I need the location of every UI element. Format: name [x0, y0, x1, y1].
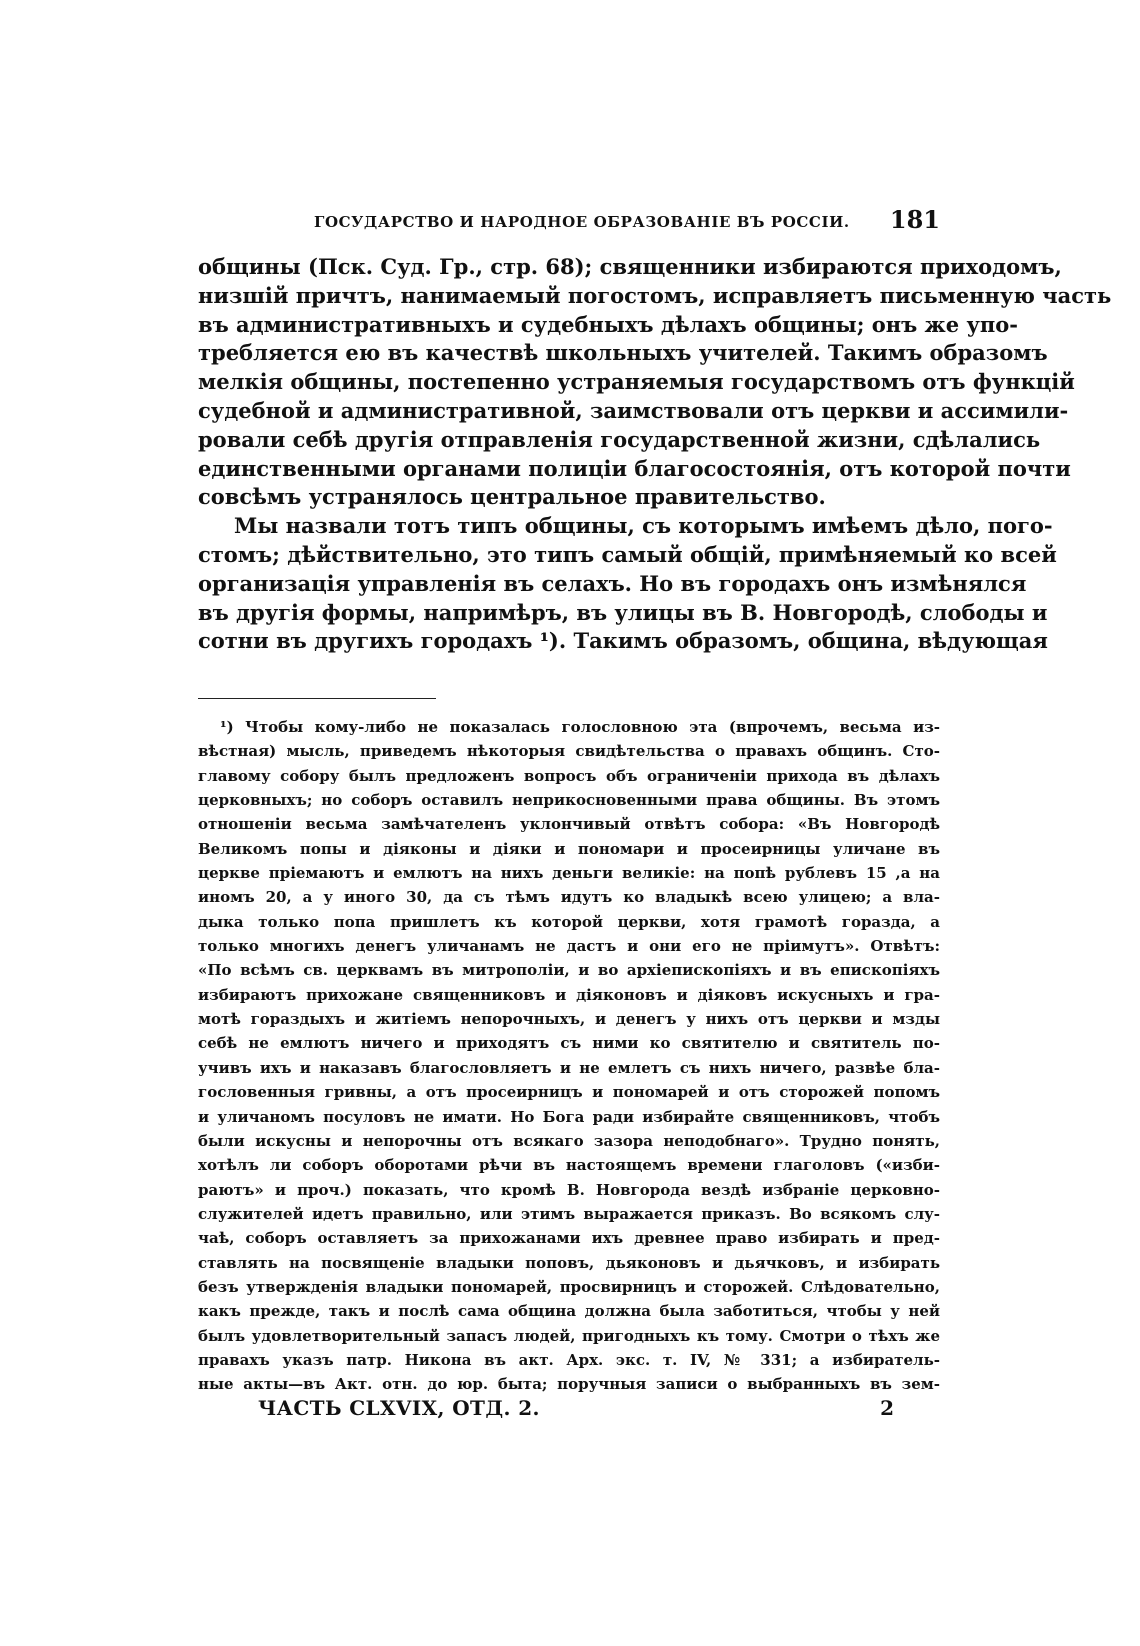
text-line: совсѣмъ устранялось центральное правительство.	[198, 484, 826, 510]
footnote-line: только многихъ денегъ уличанамъ не дастъ и они его не пріимутъ». Отвѣтъ:	[198, 937, 940, 956]
text-line: мелкія общины, постепенно устраняемыя государствомъ отъ функцій	[198, 369, 1075, 395]
footnote-line: избираютъ прихожане священниковъ и діяконовъ и діяковъ искусныхъ и гра-	[198, 985, 940, 1004]
footnote-line: безъ утвержденія владыки пономарей, просвирницъ и сторожей. Слѣдовательно,	[198, 1277, 940, 1296]
footnote-line: служителей идетъ правильно, или этимъ выражается приказъ. Во всякомъ слу-	[198, 1204, 940, 1223]
footnote-line: мотѣ гораздыхъ и житіемъ непорочныхъ, и денегъ у нихъ отъ церкви и мзды	[198, 1010, 940, 1029]
signature-sheet-number: 2	[880, 1396, 894, 1420]
footnote-line: и уличаномъ посуловъ не имати. Но Бога ради избирайте священниковъ, чтобъ	[198, 1107, 940, 1126]
text-line: ровали себѣ другія отправленія государственной жизни, сдѣлались	[198, 426, 1041, 452]
text-line: Мы назвали тотъ типъ общины, съ которымъ имѣемъ дѣло, пого-	[234, 513, 1053, 539]
footnote-line: были искусны и непорочны отъ всякаго зазора неподобнаго». Трудно понять,	[198, 1131, 940, 1150]
footnote-line: «По всѣмъ св. церквамъ въ митрополіи, и во архіепископіяхъ и въ епископіяхъ	[198, 961, 940, 980]
footnote-line: ¹) Чтобы кому-либо не показалась голословною эта (впрочемъ, весьма из-	[220, 718, 940, 736]
footnote-line: себѣ не емлютъ ничего и приходятъ съ ними ко святителю и святитель по-	[198, 1034, 940, 1053]
text-line: въ другія формы, напримѣръ, въ улицы въ В. Новгородѣ, слободы и	[198, 599, 1048, 625]
footnote-line: вѣстная) мысль, приведемъ нѣкоторыя свидѣтельства о правахъ общинъ. Сто-	[198, 742, 940, 761]
footnote-line: ставлять на посвященіе владыки поповъ, дьяконовъ и дьячковъ, и избирать	[198, 1253, 940, 1272]
footnote-line: иномъ 20, а у иного 30, да съ тѣмъ идутъ ко владыкѣ всею улицею; а вла-	[198, 888, 940, 907]
footnote-line: гословенныя гривны, а отъ просеирницъ и пономарей и отъ сторожей попомъ	[198, 1083, 940, 1102]
footnote-divider	[198, 698, 436, 699]
text-line: организація управленія въ селахъ. Но въ городахъ онъ измѣнялся	[198, 570, 1027, 596]
footnote-line: былъ удовлетворительный запасъ людей, пригодныхъ къ тому. Смотри о тѣхъ же	[198, 1326, 940, 1345]
printer-signature	[258, 1396, 894, 1426]
text-line: общины (Пск. Суд. Гр., стр. 68); священники избираются приходомъ,	[198, 254, 1062, 279]
footnote-line: дыка только попа пришлетъ къ которой церкви, хотя грамотѣ горазда, а	[198, 912, 940, 931]
running-title: ГОСУДАРСТВО И НАРОДНОЕ ОБРАЗОВАНІЕ ВЪ РОССІИ.	[314, 213, 850, 231]
footnote-line: хотѣлъ ли соборъ оборотами рѣчи въ настоящемъ времени глаголовъ («изби-	[198, 1156, 940, 1175]
footnote-line: главому собору былъ предложенъ вопросъ объ ограниченіи прихода въ дѣлахъ	[198, 766, 940, 785]
footnote-line: правахъ указъ патр. Никона въ акт. Арх. экс. т. IV, № 331; а избиратель-	[198, 1350, 940, 1369]
text-line: стомъ; дѣйствительно, это типъ самый общій, примѣняемый ко всей	[198, 541, 1057, 567]
main-text	[198, 253, 1112, 656]
footnote-line: церкве пріемаютъ и емлютъ на нихъ деньги великіе: на попѣ рублевъ 15 ,а на	[198, 864, 940, 883]
signature-volume: ЧАСТЬ CLXVIX, ОТД. 2.	[258, 1396, 540, 1420]
footnote-line: какъ прежде, такъ и послѣ сама община должна была заботиться, чтобы у ней	[198, 1302, 940, 1321]
text-line: въ административныхъ и судебныхъ дѣлахъ общины; онъ же упо-	[198, 311, 1018, 337]
text-line: требляется ею въ качествѣ школьныхъ учителей. Такимъ образомъ	[198, 340, 1048, 366]
footnote-line: отношеніи весьма замѣчателенъ уклончивый отвѣтъ собора: «Въ Новгородѣ	[198, 815, 940, 834]
text-line: единственными органами полиціи благосостоянія, отъ которой почти	[198, 455, 1071, 481]
footnote-line: Великомъ попы и діяконы и діяки и пономари и просеирницы уличане въ	[198, 839, 940, 858]
text-line: судебной и административной, заимствовали отъ церкви и ассимили-	[198, 397, 1069, 423]
text-line: низшій причтъ, нанимаемый погостомъ, исправляетъ письменную часть	[198, 282, 1112, 308]
footnote	[198, 715, 940, 1397]
text-line: сотни въ другихъ городахъ ¹). Такимъ образомъ, община, вѣдующая	[198, 628, 1048, 654]
page-number: 181	[889, 205, 940, 234]
footnote-line: ные акты—въ Акт. отн. до юр. быта; поручныя записи о выбранныхъ въ зем-	[198, 1375, 940, 1394]
running-header	[198, 205, 940, 239]
footnote-line: учивъ ихъ и наказавъ благословляетъ и не емлетъ съ нихъ ничего, развѣе бла-	[198, 1058, 940, 1077]
footnote-line: церковныхъ; но соборъ оставилъ неприкосновенными права общины. Въ этомъ	[198, 791, 940, 810]
footnote-line: раютъ» и проч.) показать, что кромѣ В. Новгорода вездѣ избраніе церковно-	[198, 1180, 940, 1199]
footnote-line: чаѣ, соборъ оставляетъ за прихожанами ихъ древнее право избирать и пред-	[198, 1229, 940, 1248]
